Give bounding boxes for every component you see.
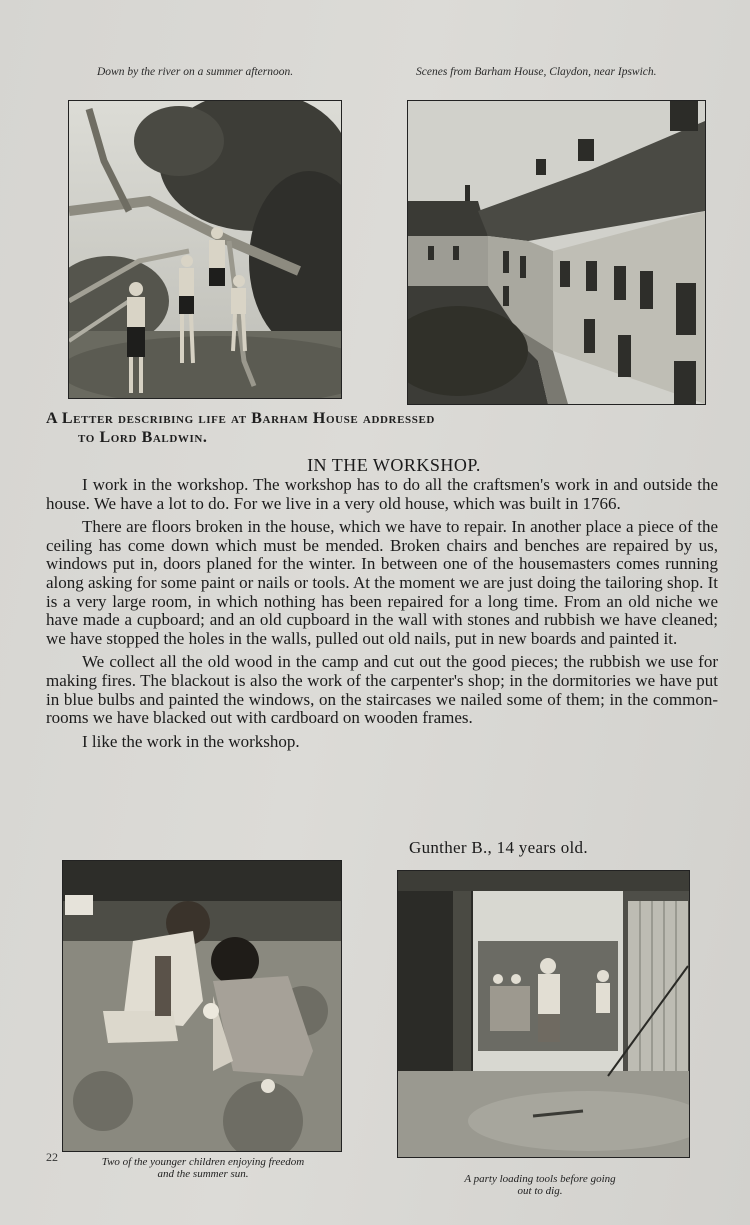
photo-children-in-tree (68, 100, 342, 399)
paragraph: I work in the workshop. The workshop has to do all the craftsmen's work in and outside the house. We have a lot to do. For we live in a very old house, which was built in 1766. (46, 475, 718, 513)
letter-body (46, 476, 718, 756)
caption-line: and the summer sun. (157, 1168, 249, 1180)
caption-line: out to dig. (517, 1185, 563, 1197)
page-number: 22 (46, 1150, 58, 1164)
caption-line: A party loading tools before going (464, 1173, 616, 1185)
caption-scenes: Scenes from Barham House, Claydon, near Ipswich. (416, 66, 657, 78)
letter-heading-line1: A Letter describing life at Barham House addressed (46, 410, 435, 427)
signature: Gunther B., 14 years old. (409, 838, 588, 857)
letter-heading-line2: to Lord Baldwin. (78, 429, 208, 446)
caption-loading-tools (430, 1173, 650, 1197)
letter-heading (46, 409, 566, 447)
caption-younger-children (78, 1156, 328, 1180)
photo-barham-house (407, 100, 706, 405)
caption-river: Down by the river on a summer afternoon. (97, 66, 294, 78)
paragraph: There are floors broken in the house, which we have to repair. In another place a piece of the ceiling has come down which must be mended. Broken chairs and benches are repaired by us, windows put in, doors planed for the winter. In between one of the housemasters comes running along asking for some paint or nails or tools. At the moment we are just doing the tailoring shop. It is a very large room, in which nothing has been repaired for a long time. From an old niche we have made a cupboard; and an old cupboard in the wall with stones and rubbish we have cleaned; we have stopped the holes in the walls, pulled out old nails, put in new boards and painted it. (46, 517, 718, 648)
photo-younger-children (62, 860, 342, 1152)
caption-line: Two of the younger children enjoying freedom (101, 1156, 305, 1168)
paragraph: I like the work in the workshop. (82, 731, 300, 751)
photo-loading-tools (397, 870, 690, 1158)
paragraph: We collect all the old wood in the camp and cut out the good pieces; the rubbish we use for making fires. The blackout is also the work of the carpenter's shop; in the dormitories we have put in blue bulbs and painted the windows, on the staircases we nailed some of them; in the common-rooms we have blacked out with cardboard on wooden frames. (46, 652, 718, 728)
section-title: IN THE WORKSHOP. (307, 455, 481, 475)
